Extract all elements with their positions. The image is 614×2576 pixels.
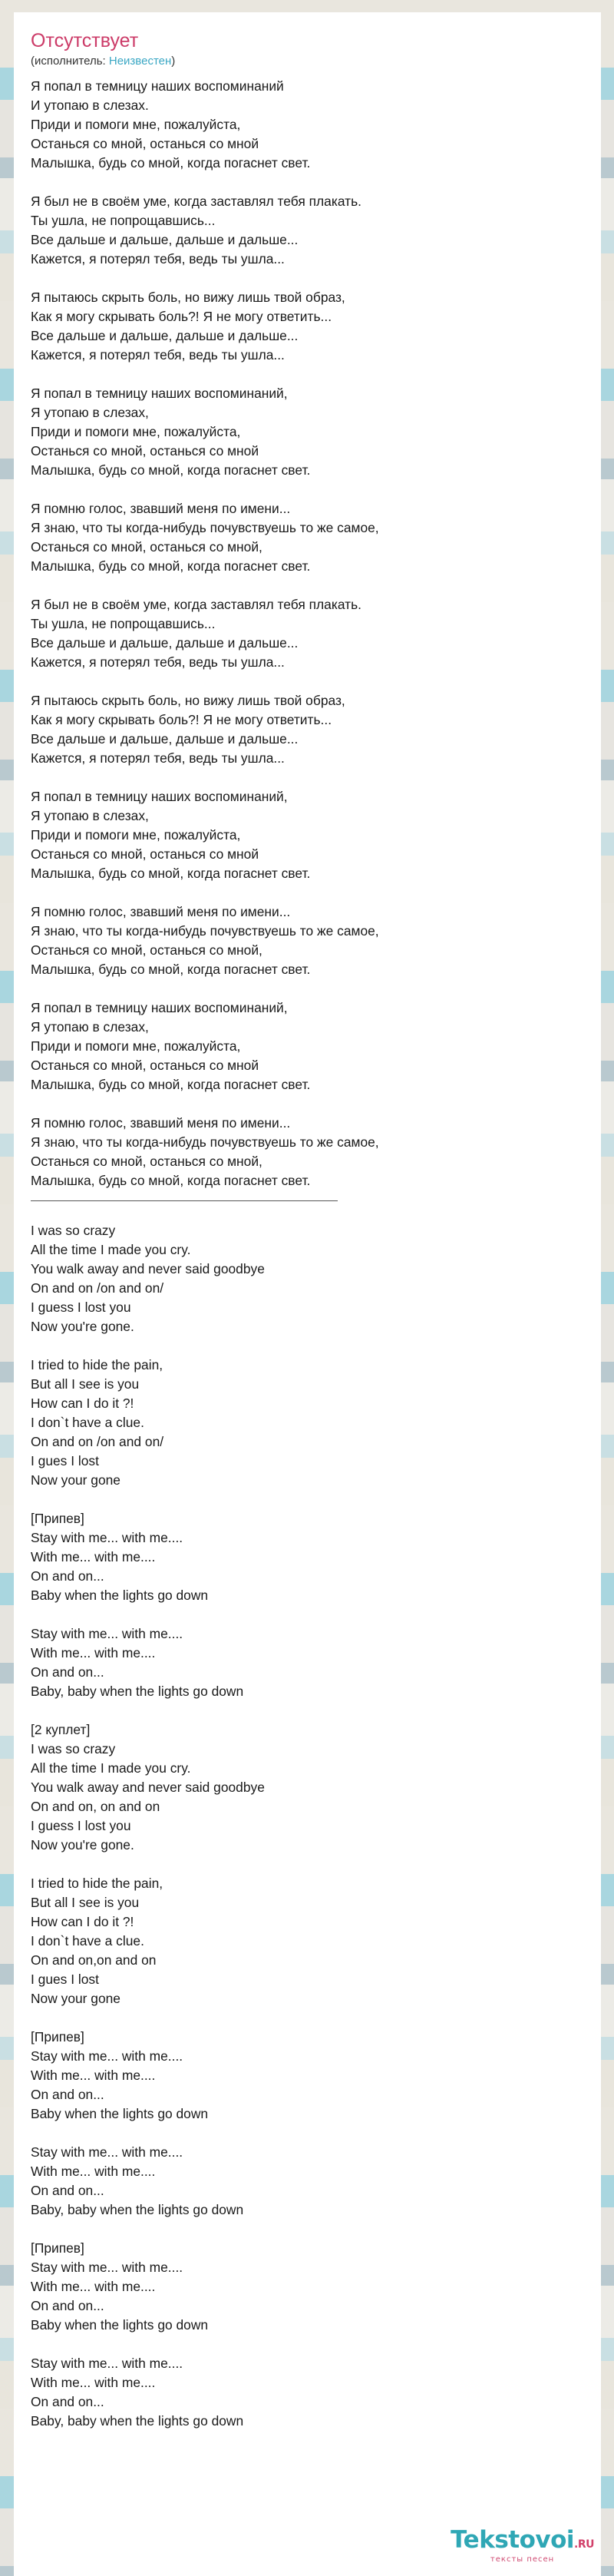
artist-line <box>31 54 584 69</box>
site-logo[interactable] <box>451 2528 594 2564</box>
artist-suffix: ) <box>171 55 176 68</box>
section-divider <box>31 1200 338 1201</box>
lyrics-sheet <box>14 12 601 2576</box>
logo-tld: .RU <box>574 2538 594 2551</box>
lyrics-english: I was so crazy All the time I made you cry. You walk away and never said goodbye On and on /on and on/ I guess I lost you Now you're gone. I tried to hide the pain, But all I see is you How can I do it ?! I don`t have a clue. On and on /on and on/ I gues I lost Now your gone [Припев] Stay with me... with me.... With me... with me.... On and on... Baby when the lights go down Stay with me... with me.... With me... with me.... On and on... Baby, baby when the lights go down [2 куплет] I was so crazy All the time I made you cry. You walk away and never said goodbye On and on, on and on I guess I lost you Now you're gone. I tried to hide the pain, But all I see is you How can I do it ?! I don`t have a clue. On and on,on and on I gues I lost Now your gone [Припев] Stay with me... with me.... With me... with me.... On and on... Baby when the lights go down Stay with me... with me.... With me... with me.... On and on... Baby, baby when the lights go down [Припев] Stay with me... with me.... With me... with me.... On and on... Baby when the lights go down Stay with me... with me.... With me... with me.... On and on... Baby, baby when the lights go down <box>31 1223 265 2429</box>
song-title: Отсутствует <box>31 30 139 51</box>
logo-name: Tekstovoi <box>451 2526 575 2554</box>
logo-tagline: тексты песен <box>490 2555 555 2564</box>
lyrics-russian: Я попал в темницу наших воспоминаний И утопаю в слезах. Приди и помоги мне, пожалуйста, Останься со мной, останься со мной Малышка, будь со мной, когда погаснет свет. Я был не в своём уме, когда заставлял тебя плакать. Ты ушла, не попрощавшись... Все дальше и дальше, дальше и дальше... Кажется, я потерял тебя, ведь ты ушла... Я пытаюсь скрыть боль, но вижу лишь твой образ, Как я могу скрывать боль?! Я не могу ответить... Все дальше и дальше, дальше и дальше... Кажется, я потерял тебя, ведь ты ушла... Я попал в темницу наших воспоминаний, Я утопаю в слезах, Приди и помоги мне, пожалуйста, Останься со мной, останься со мной Малышка, будь со мной, когда погаснет свет. Я помню голос, звавший меня по имени... Я знаю, что ты когда-нибудь почувствуешь то же самое, Останься со мной, останься со мной, Малышка, будь со мной, когда погаснет свет. Я был не в своём уме, когда заставлял тебя плакать. Ты ушла, не попрощавшись... Все дальше и дальше, дальше и дальше... Кажется, я потерял тебя, ведь ты ушла... Я пытаюсь скрыть боль, но вижу лишь твой образ, Как я могу скрывать боль?! Я не могу ответить... Все дальше и дальше, дальше и дальше... Кажется, я потерял тебя, ведь ты ушла... Я попал в темницу наших воспоминаний, Я утопаю в слезах, Приди и помоги мне, пожалуйста, Останься со мной, останься со мной Малышка, будь со мной, когда погаснет свет. Я помню голос, звавший меня по имени... Я знаю, что ты когда-нибудь почувствуешь то же самое, Останься со мной, останься со мной, Малышка, будь со мной, когда погаснет свет. Я попал в темницу наших воспоминаний, Я утопаю в слезах, Приди и помоги мне, пожалуйста, Останься со мной, останься со мной Малышка, будь со мной, когда погаснет свет. Я помню голос, звавший меня по имени... Я знаю, что ты когда-нибудь почувствуешь то же самое, Останься со мной, останься со мной, Малышка, будь со мной, когда погаснет свет. <box>31 78 379 1188</box>
artist-link[interactable]: Неизвестен <box>108 55 172 68</box>
artist-prefix: (исполнитель: <box>31 55 109 68</box>
logo-wordmark <box>451 2528 594 2557</box>
